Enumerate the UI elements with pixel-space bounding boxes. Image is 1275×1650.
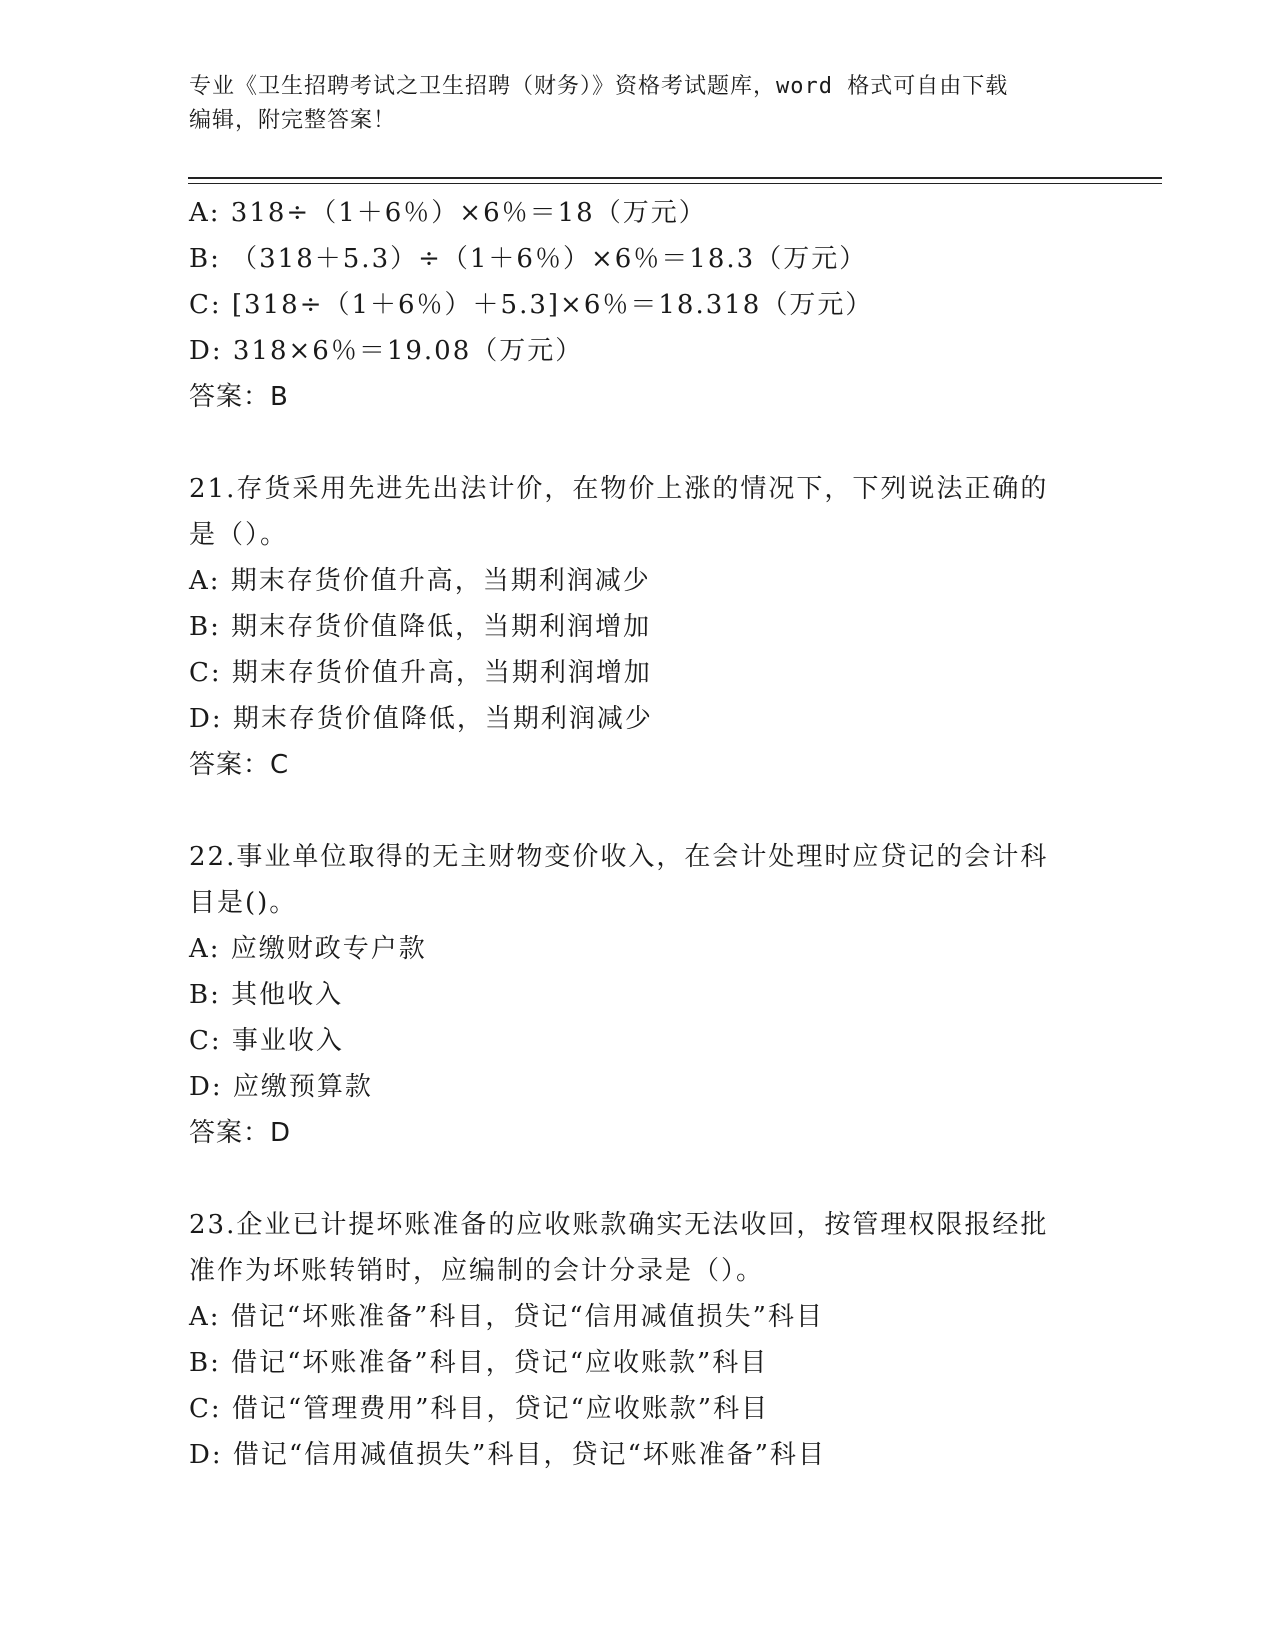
option-c: C: 借记“管理费用”科目，贷记“应收账款”科目 [189,1394,770,1424]
option-a: A: 借记“坏账准备”科目，贷记“信用减值损失”科目 [189,1302,824,1332]
option-a: A: 期末存货价值升高，当期利润减少 [189,566,651,596]
question-stem: 23.企业已计提坏账准备的应收账款确实无法收回，按管理权限报经批 [189,1210,1049,1240]
answer-line: 答案：C [189,750,290,780]
option-d: D: 应缴预算款 [189,1072,373,1102]
option-c: C: [318÷（1＋6％）＋5.3]×6％＝18.318（万元） [189,290,874,320]
question-stem-cont: 目是()。 [189,888,298,918]
option-c: C: 事业收入 [189,1026,344,1056]
answer-line: 答案：D [189,1118,292,1148]
question-stem-cont: 是（）。 [189,520,289,550]
question-stem-cont: 准作为坏账转销时，应编制的会计分录是（）。 [189,1256,765,1286]
question-21 [189,466,1089,788]
question-22 [189,834,1089,1156]
header-divider-thin [188,183,1162,184]
header-divider-thick [188,177,1162,179]
document-header: 专业《卫生招聘考试之卫生招聘（财务）》资格考试题库，word 格式可自由下载 编辑，附完整答案！ [189,74,1009,133]
option-d: D: 期末存货价值降低，当期利润减少 [189,704,653,734]
option-a: A: 318÷（1＋6％）×6％＝18（万元） [189,198,707,228]
question-23 [189,1202,1089,1478]
option-b: B: 其他收入 [189,980,344,1010]
question-content [189,190,1089,1478]
option-b: B: 借记“坏账准备”科目，贷记“应收账款”科目 [189,1348,769,1378]
question-stem: 22.事业单位取得的无主财物变价收入，在会计处理时应贷记的会计科 [189,842,1049,872]
option-c: C: 期末存货价值升高，当期利润增加 [189,658,652,688]
question-stem: 21.存货采用先进先出法计价，在物价上涨的情况下，下列说法正确的 [189,474,1049,504]
option-b: B: 期末存货价值降低，当期利润增加 [189,612,652,642]
option-a: A: 应缴财政专户款 [189,934,427,964]
prev-question-block [189,190,1089,420]
answer-line: 答案：B [189,382,289,412]
option-d: D: 借记“信用减值损失”科目，贷记“坏账准备”科目 [189,1440,827,1470]
option-d: D: 318×6％＝19.08（万元） [189,336,584,366]
option-b: B: （318＋5.3）÷（1＋6％）×6％＝18.3（万元） [189,244,868,274]
